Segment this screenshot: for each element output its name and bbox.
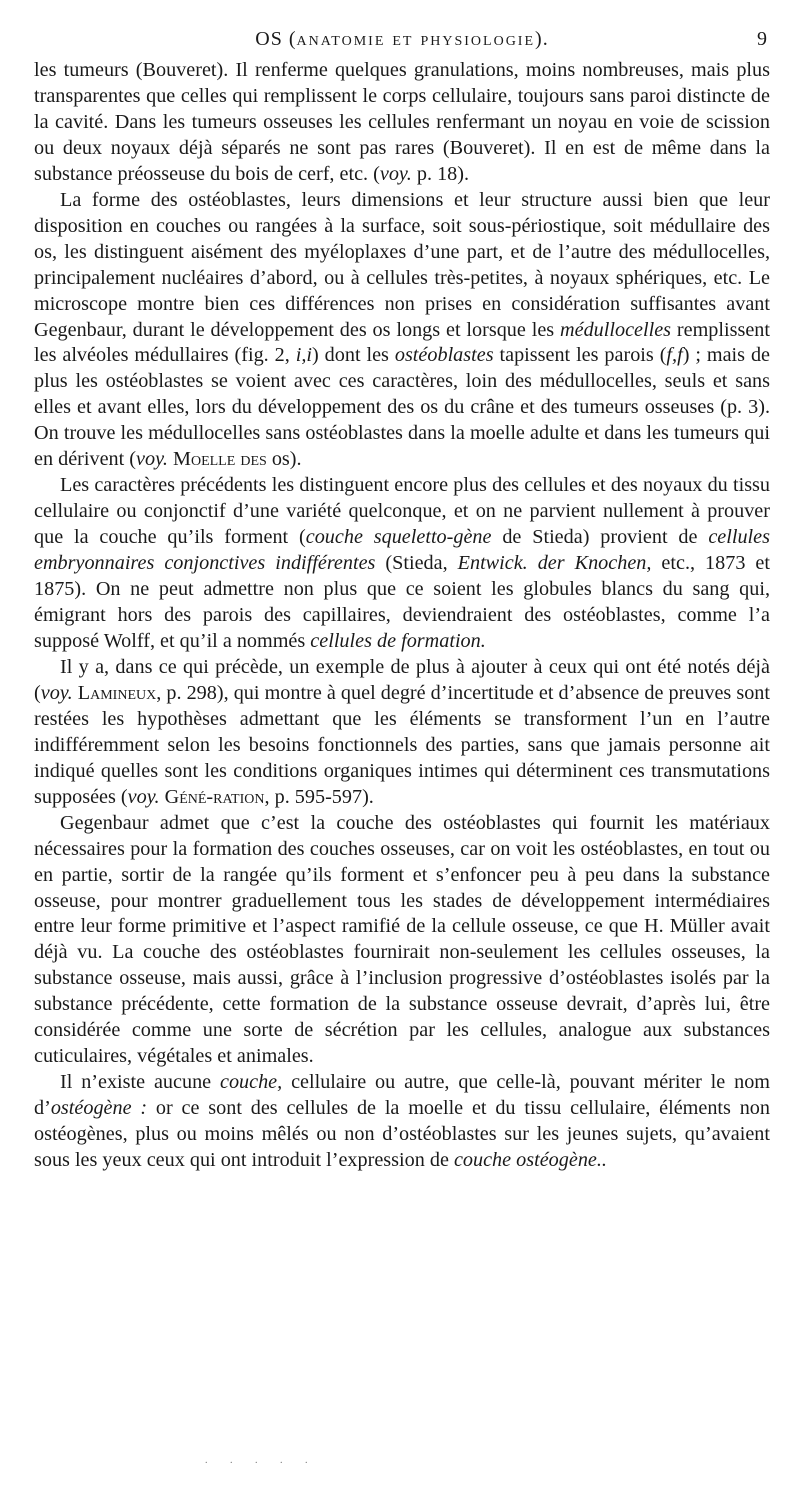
text-run: os). [266,448,302,471]
italic-run: cellules embryonnaires conjonctives indifférentes [34,526,770,575]
text-run: Il y a, dans ce qui précède, un exemple de plus à ajouter à ceux qui ont été notés déjà ( [34,655,770,704]
running-title-end: ). [535,28,549,50]
text-run: Gegenbaur admet que c’est la couche des ostéoblastes qui fournit les matériaux nécessaires pour la formation des couches osseuses, car on voit les ostéoblastes, en tout ou en partie, sortir de la rangée qu’ils forment et s’enfoncer peu à peu dans la substance osseuse, pour montrer graduellement tous les stades de développement intermédiaires entre leur forme primitive et l’aspect ramifié de la cellule osseuse, ce que H. Müller avait déjà vu. La couche des ostéoblastes fournirait non-seulement les cellules osseuses, la substance osseuse, mais aussi, grâce à l’inclusion progressive d’ostéoblastes isolés par la substance précédente, cette formation de la substance osseuse devrait, d’après lui, être considérée comme une sorte de sécrétion par les cellules, analogue aux substances cuticulaires, végétales et animales. [34,811,770,1068]
text-run: , p. 595-597). [264,785,374,808]
page-number: 9 [757,28,768,50]
italic-run: Entwick. der Knochen, [457,552,652,575]
running-head [34,28,770,58]
italic-run: médullocelles [560,318,672,341]
italic-run: voy. [127,785,160,808]
text-run: Les caractères précédents les distinguent encore plus des cellules et des noyaux du tissu cellulaire ou conjonctif d’une variété quelconque, et on ne parvient nullement à prouver que la couche qu’ils forment ( [34,474,770,549]
small-caps-run: Géné-ration [164,785,265,808]
text-run: , p. 298), qui montre à quel degré d’incertitude et d’absence de preuves sont restées les hypothèses admettant que les éléments se transforment l’un en l’autre indifféremment selon les besoins fonctionnels des parties, sans que jamais personne ait indiqué quelles sont les conditions organiques intimes qui déterminent ces transmutations supposées ( [34,681,771,808]
italic-run: voy. [379,162,412,185]
scan-marks: . . . . . [205,1455,318,1466]
text-run: ) dont les [312,344,395,367]
running-title-main: OS ( [255,28,297,50]
italic-run: voy. [40,681,73,704]
running-title [34,28,770,51]
paragraph-6 [34,1070,770,1174]
italic-run: couche, [219,1071,283,1094]
paragraph-3 [34,473,770,655]
paragraph-4 [34,655,770,811]
text-run: de Stieda) provient de [491,526,709,549]
body-text [34,58,770,1174]
small-caps-run: Lamineux [77,681,157,704]
text-run: remplissent les alvéoles médullaires (fig. 2, [34,318,770,367]
text-run: etc., 1873 et 1875). On ne peut admettre non plus que ce soient les globules blancs du sang qui, émigrant hors des parois des capillaires, deviendraient des ostéoblastes, comme l’a supposé Wolff, et qu’il a nommés [34,552,770,652]
text-run: cellulaire ou autre, que celle-là, pouvant mériter le nom d’ [34,1071,770,1120]
italic-run: couche squeletto-gène [305,526,492,549]
paragraph-5 [34,811,770,1071]
text-run: p. 18). [411,162,470,185]
small-caps-run: Moelle des [173,448,267,471]
text-run: La forme des ostéoblastes, leurs dimensions et leur structure aussi bien que leur disposition en couches ou rangées à la surface, soit sous-périostique, soit médullaire des os, les distinguent aisément des myéloplaxes d’une part, et de l’autre des médullocelles, principalement nucléaires d’abord, ou à cellules très-petites, à noyaux sphériques, etc. Le microscope montre bien ces différences non prises en considération suffisantes avant Gegenbaur, durant le développement des os longs et lorsque les [34,188,770,341]
paragraph-2 [34,188,770,473]
italic-run: cellules de formation. [310,629,486,652]
italic-run: i,i [295,344,313,367]
italic-run: voy. [136,448,168,471]
italic-run: couche ostéogène.. [453,1149,607,1172]
text-run: ) ; mais de plus les ostéoblastes se voient avec ces caractères, loin des médullocelles, seuls et sans elles et avant elles, lors du développement des os du crâne et des tumeurs osseuses (p. 3). On trouve les médullocelles sans ostéoblastes dans la moelle adulte et dans les tumeurs qui en dérivent ( [34,344,770,471]
text-run: les tumeurs (Bouveret). Il renferme quelques granulations, moins nombreuses, mais plus transparentes que celles qui remplissent le corps cellulaire, toujours sans paroi distincte de la cavité. Dans les tumeurs osseuses les cellules renfermant un noyau en voie de scission ou deux noyaux déjà séparés ne sont pas rares (Bouveret). Il en est de même dans la substance préosseuse du bois de cerf, etc. ( [34,59,770,185]
italic-run: ostéoblastes [394,344,494,367]
text-run: tapissent les parois ( [493,344,667,367]
running-title-subject: anatomie et physiologie [296,28,536,50]
italic-run: f,f [666,344,683,367]
text-run: or ce sont des cellules de la moelle et du tissu cellulaire, éléments non ostéogènes, plus ou moins mêlés ou non d’ostéoblastes sur les jeunes sujets, qu’avaient sous les yeux ceux qui ont introduit l’expression de [34,1097,770,1172]
italic-run: ostéogène : [50,1097,148,1120]
text-run: (Stieda, [375,552,458,575]
text-run: Il n’existe aucune [60,1071,220,1094]
paragraph-1 [34,58,770,188]
